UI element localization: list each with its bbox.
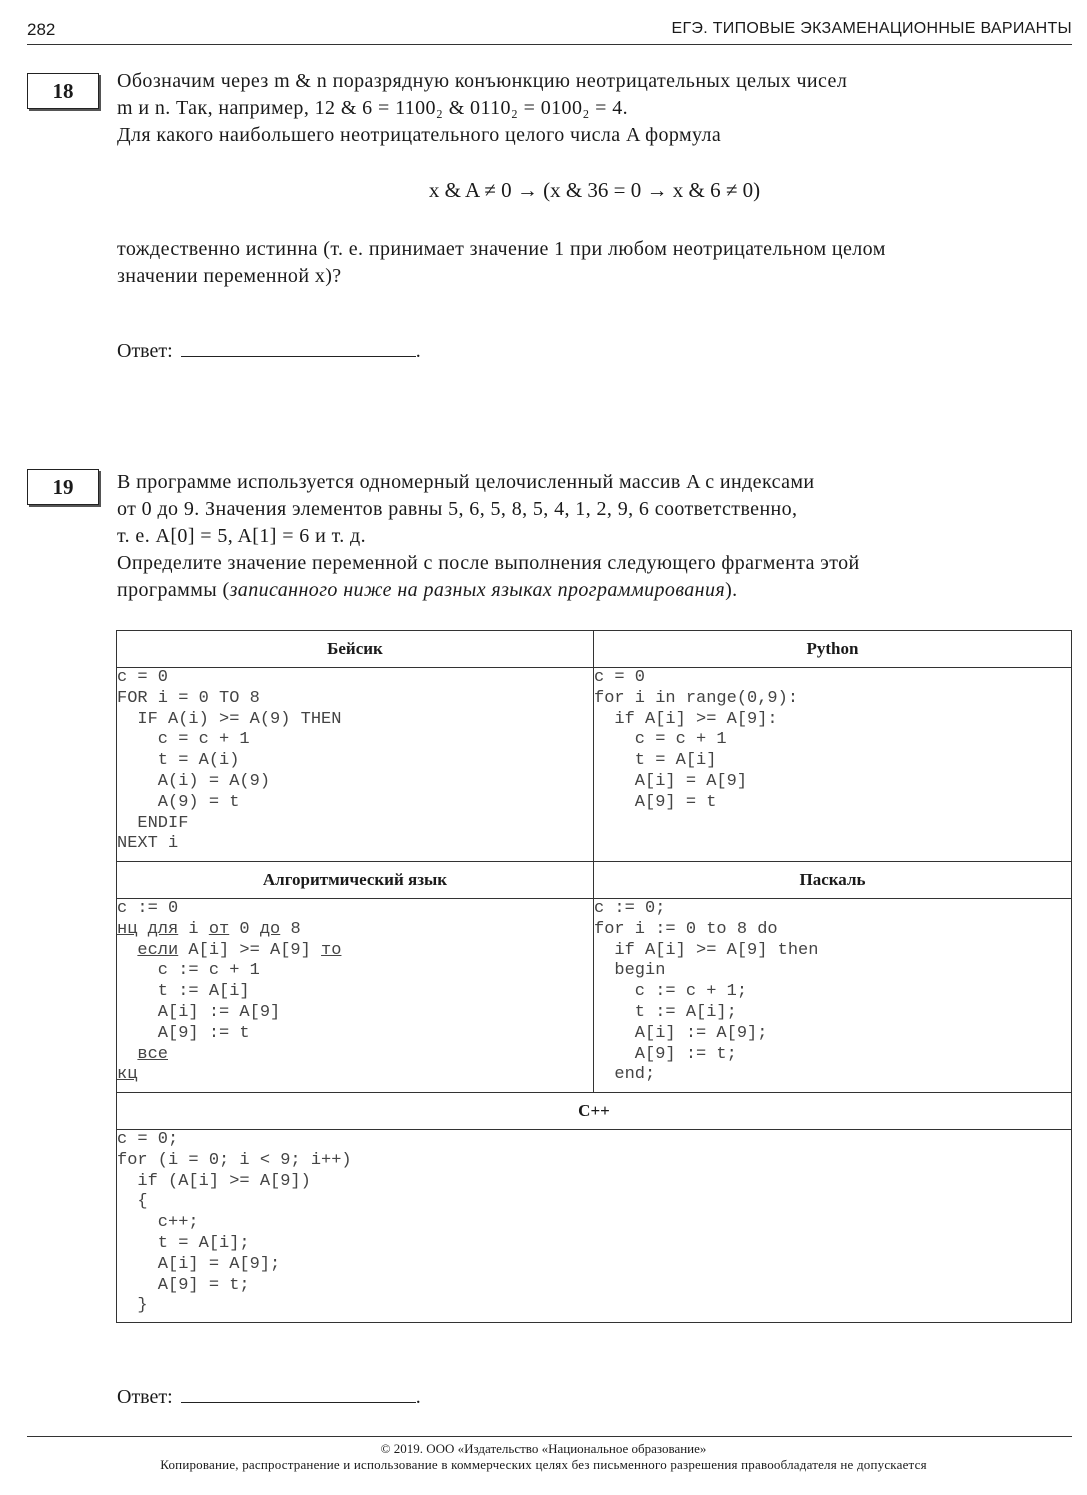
q18-answer-field[interactable] xyxy=(181,338,416,357)
cpp-header: C++ xyxy=(117,1093,1072,1130)
python-cell xyxy=(594,668,1072,862)
q19-line-5-italic: записанного ниже на разных языках программирования xyxy=(229,579,726,601)
q19-answer xyxy=(117,1384,421,1409)
page-header xyxy=(27,18,1072,45)
q19-answer-label: Ответ: xyxy=(117,1386,173,1408)
question-18-text-2 xyxy=(117,236,1072,290)
cpp-cell xyxy=(117,1130,1072,1323)
code-table xyxy=(116,630,1072,1323)
algo-kw-kc: кц xyxy=(117,1065,138,1085)
python-code: c = 0 for i in range(0,9): if A[i] >= A[9]: c = c + 1 t = A[i] A[i] = A[9] A[9] = t xyxy=(594,668,799,812)
algo-kw-to: до xyxy=(259,919,281,939)
question-18-number: 18 xyxy=(27,73,99,109)
algo-kw-from: от xyxy=(208,919,230,939)
q19-line-5-end: ). xyxy=(725,579,738,601)
algo-cell xyxy=(117,899,594,1093)
footer-notice: Копирование, распространение и использование в коммерческих целях без письменного разрешения правообладателя не допускается xyxy=(160,1457,927,1472)
algo-line-1: c := 0 xyxy=(117,899,179,918)
pascal-header: Паскаль xyxy=(594,862,1072,899)
pascal-code: c := 0; for i := 0 to 8 do if A[i] >= A[9] then begin c := c + 1; t := A[i]; A[i] := A[9]; A[9] := t; end; xyxy=(594,899,819,1085)
q18-line-2: m и n. Так, например, 12 & 6 = 1100₂ & 0110₂ = 0100₂ = 4. xyxy=(117,97,629,119)
algo-to-val: 8 xyxy=(280,919,301,939)
basic-header: Бейсик xyxy=(117,631,594,668)
q18-line-4: тождественно истинна (т. е. принимает значение 1 при любом неотрицательном целом xyxy=(117,238,886,260)
algo-kw-for: для xyxy=(147,919,179,939)
basic-cell xyxy=(117,668,594,862)
question-19-number: 19 xyxy=(27,469,99,505)
q19-line-5 xyxy=(117,577,1072,604)
algo-for-var: i xyxy=(178,919,209,939)
basic-code: c = 0 FOR i = 0 TO 8 IF A(i) >= A(9) THEN c = c + 1 t = A(i) A(i) = A(9) A(9) = t ENDIF NEXT i xyxy=(117,668,342,854)
algo-body: c := c + 1 t := A[i] A[i] := A[9] A[9] := t xyxy=(157,961,281,1043)
pascal-cell xyxy=(594,899,1072,1093)
q18-answer-end: . xyxy=(415,340,421,362)
algo-kw-end-if: все xyxy=(137,1044,169,1064)
algo-kw-if: если xyxy=(137,940,179,960)
running-title: ЕГЭ. ТИПОВЫЕ ЭКЗАМЕНАЦИОННЫЕ ВАРИАНТЫ xyxy=(671,20,1072,37)
algo-if-cond: A[i] >= A[9] xyxy=(178,940,322,960)
algo-kw-nc: нц xyxy=(117,919,138,939)
q19-line-1: В программе используется одномерный целочисленный массив A с индексами xyxy=(117,471,815,493)
q18-line-5: значении переменной x)? xyxy=(117,265,342,287)
algo-kw-then: то xyxy=(321,940,342,960)
q19-answer-field[interactable] xyxy=(181,1384,416,1403)
python-header: Python xyxy=(594,631,1072,668)
question-19-text xyxy=(117,469,1072,604)
algo-header: Алгоритмический язык xyxy=(117,862,594,899)
q18-formula: x & A ≠ 0 → (x & 36 = 0 → x & 6 ≠ 0) xyxy=(428,178,761,202)
q19-line-2: от 0 до 9. Значения элементов равны 5, 6, 5, 8, 5, 4, 1, 2, 9, 6 соответственно, xyxy=(117,498,798,520)
cpp-code: c = 0; for (i = 0; i < 9; i++) if (A[i] >= A[9]) { c++; t = A[i]; A[i] = A[9]; A[9] = t; } xyxy=(117,1130,352,1316)
footer-divider xyxy=(27,1436,1072,1437)
q18-line-1: Обозначим через m & n поразрядную конъюнкцию неотрицательных целых чисел xyxy=(117,70,848,92)
q19-line-3: т. е. A[0] = 5, A[1] = 6 и т. д. xyxy=(117,525,367,547)
q19-line-4: Определите значение переменной c после выполнения следующего фрагмента этой xyxy=(117,552,860,574)
footer-copyright: © 2019. ООО «Издательство «Национальное образование» xyxy=(380,1441,707,1456)
question-18-text xyxy=(117,68,1072,149)
q18-answer xyxy=(117,338,421,363)
q19-line-5-start: программы ( xyxy=(117,579,230,601)
page-number: 282 xyxy=(27,20,56,39)
algo-code xyxy=(117,899,593,1086)
q19-answer-end: . xyxy=(415,1386,421,1408)
q18-line-3: Для какого наибольшего неотрицательного целого числа A формула xyxy=(117,124,722,146)
algo-from-val: 0 xyxy=(229,919,260,939)
q18-answer-label: Ответ: xyxy=(117,340,173,362)
